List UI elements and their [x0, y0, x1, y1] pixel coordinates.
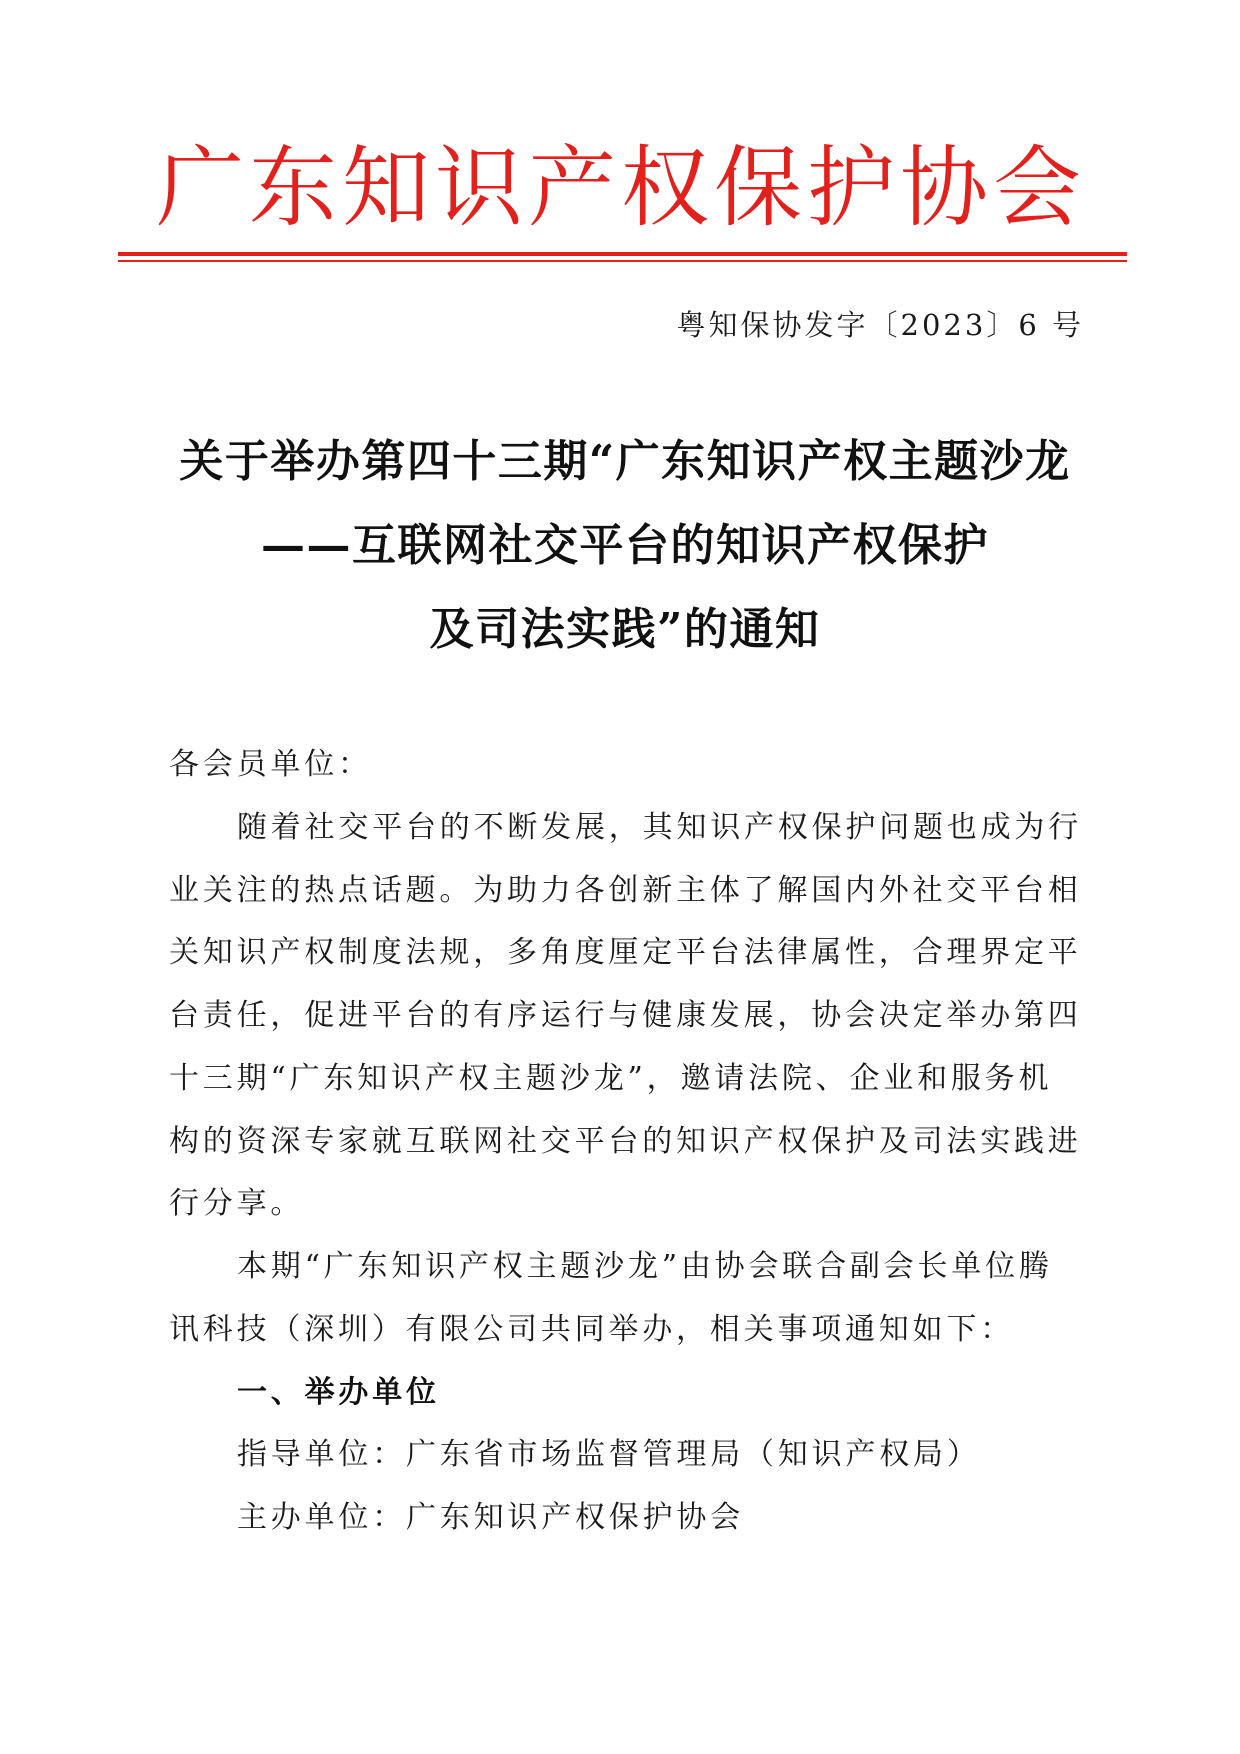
paragraph-1 [169, 797, 1082, 1236]
paragraph-line: 讯科技（深圳）有限公司共同举办，相关事项通知如下： [169, 1311, 1014, 1347]
title-line-3: 及司法实践”的通知 [429, 604, 821, 655]
letterhead-organization-name: 广东知识产权保护协会 [156, 136, 1087, 239]
notice-body [169, 734, 1082, 1550]
section-item-host-unit: 主办单位：广东知识产权保护协会 [237, 1500, 744, 1535]
section-heading: 一、举办单位 [237, 1374, 440, 1410]
paragraph-line: 业关注的热点话题。为助力各创新主体了解国内外社交平台相 [169, 872, 1082, 908]
salutation: 各会员单位： [169, 747, 372, 782]
title-line-2: ——互联网社交平台的知识产权保护 [261, 520, 989, 571]
paragraph-line: 十三期“广东知识产权主题沙龙”，邀请法院、企业和服务机 [169, 1060, 1053, 1096]
title-line-1: 关于举办第四十三期“广东知识产权主题沙龙 [179, 436, 1071, 487]
paragraph-line: 台责任，促进平台的有序运行与健康发展，协会决定举办第四 [169, 998, 1082, 1033]
paragraph-2 [169, 1236, 1082, 1362]
paragraph-line: 关知识产权制度法规，多角度厘定平台法律属性，合理界定平 [169, 935, 1082, 971]
letterhead-red-rule-thin [118, 260, 1127, 262]
letterhead-red-rule-thick [118, 252, 1127, 256]
document-number: 粤知保协发字〔2023〕6 号 [676, 308, 1084, 342]
section-organizers [169, 1362, 1082, 1550]
paragraph-line: 构的资深专家就互联网社交平台的知识产权保护及司法实践进 [169, 1123, 1082, 1159]
section-item-guiding-unit: 指导单位：广东省市场监督管理局（知识产权局） [237, 1437, 981, 1473]
paragraph-line: 本期“广东知识产权主题沙龙”由协会联合副会长单位腾 [237, 1249, 1053, 1284]
paragraph-line: 随着社交平台的不断发展，其知识产权保护问题也成为行 [237, 809, 1082, 845]
paragraph-line: 行分享。 [169, 1186, 305, 1222]
notice-title [10, 420, 1240, 672]
